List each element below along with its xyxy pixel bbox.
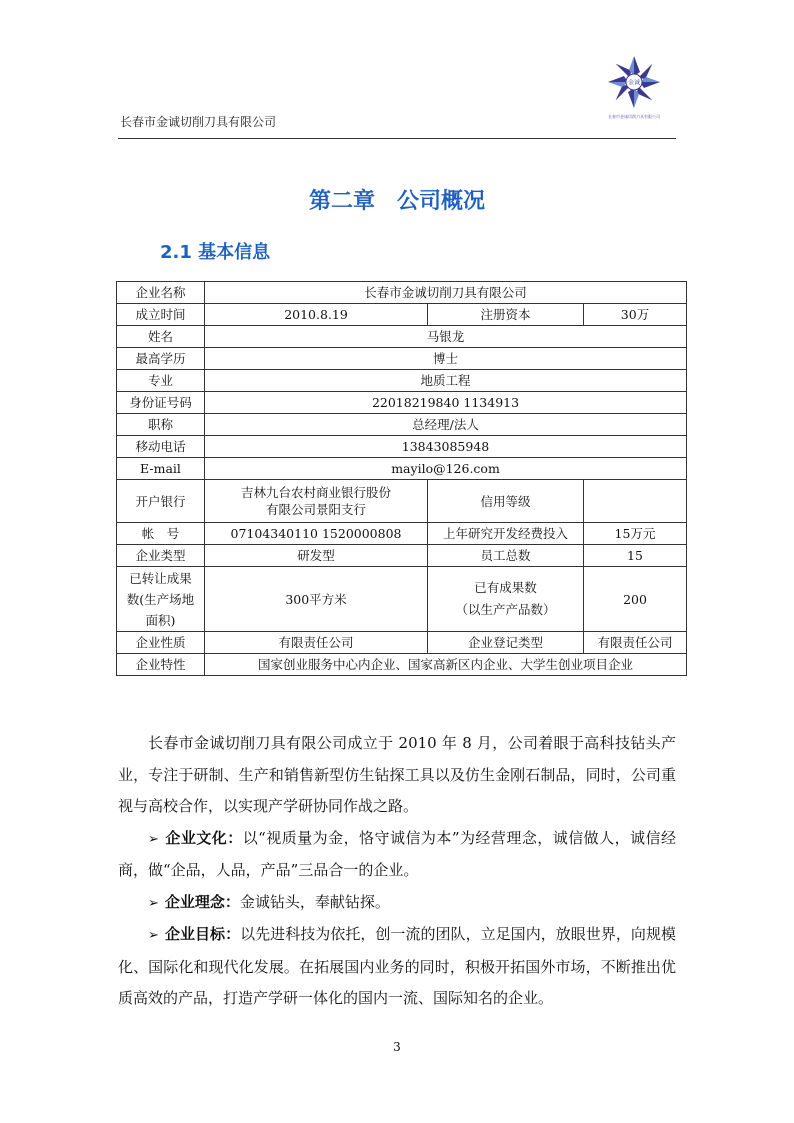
table-row bbox=[117, 392, 687, 414]
culture-label: 企业文化： bbox=[164, 828, 243, 847]
table-row bbox=[117, 567, 687, 632]
idea-paragraph bbox=[118, 887, 676, 920]
table-row bbox=[117, 348, 687, 370]
area-label-line-3: 面积) bbox=[145, 612, 176, 628]
area-value: 300平方米 bbox=[205, 567, 428, 632]
email-label: E-mail bbox=[117, 458, 205, 480]
major-label: 专业 bbox=[117, 370, 205, 392]
type-label: 企业类型 bbox=[117, 545, 205, 567]
bank-label: 开户银行 bbox=[117, 480, 205, 523]
staff-value: 15 bbox=[584, 545, 687, 567]
header-company-name: 长春市金诚切削刀具有限公司 bbox=[120, 115, 277, 129]
logo-caption: 长春市金诚切削刀具有限公司 bbox=[608, 114, 660, 119]
founded-label: 成立时间 bbox=[117, 304, 205, 326]
goal-text: 以先进科技为依托，创一流的团队，立足国内，放眼世界，向规模化、国际化和现代化发展。在拓展国内业务的同时，积极开拓国外市场，不断推出优质高效的产品，打造产学研一体化的国内一流、国际知名的企业。 bbox=[118, 925, 676, 1007]
culture-text: 以“视质量为金，恪守诚信为本”为经营理念，诚信做人，诚信经商，做“企品，人品，产品”三品合一的企业。 bbox=[118, 828, 676, 879]
table-row bbox=[117, 304, 687, 326]
chapter-title: 第二章 公司概况 bbox=[308, 189, 485, 214]
degree-value: 博士 bbox=[205, 348, 687, 370]
bank-value bbox=[205, 480, 428, 523]
rd-label: 上年研究开发经费投入 bbox=[428, 523, 584, 545]
section-title: 2.1 基本信息 bbox=[160, 242, 271, 263]
table-row bbox=[117, 326, 687, 348]
phone-value: 13843085948 bbox=[205, 436, 687, 458]
results-label-line-2: （以生产产品数） bbox=[455, 602, 556, 617]
phone-label: 移动电话 bbox=[117, 436, 205, 458]
table-row bbox=[117, 414, 687, 436]
major-value: 地质工程 bbox=[205, 370, 687, 392]
name-value: 马银龙 bbox=[205, 326, 687, 348]
nature-value: 有限责任公司 bbox=[205, 632, 428, 654]
arrow-bullet-icon: ➢ bbox=[148, 895, 159, 911]
account-value: 07104340110 1520000808 bbox=[205, 523, 428, 545]
idea-label: 企业理念： bbox=[164, 892, 240, 911]
title-label: 职称 bbox=[117, 414, 205, 436]
table-row bbox=[117, 436, 687, 458]
results-label-line-1: 已有成果数 bbox=[474, 580, 537, 595]
capital-label: 注册资本 bbox=[428, 304, 584, 326]
features-value: 国家创业服务中心内企业、国家高新区内企业、大学生创业项目企业 bbox=[205, 654, 687, 676]
body-content bbox=[118, 728, 676, 1015]
email-value: mayilo@126.com bbox=[205, 458, 687, 480]
results-label bbox=[428, 567, 584, 632]
page-number: 3 bbox=[393, 1040, 401, 1054]
degree-label: 最高学历 bbox=[117, 348, 205, 370]
idea-text: 金诚钻头，奉献钻探。 bbox=[239, 892, 390, 911]
credit-value bbox=[584, 480, 687, 523]
intro-paragraph: 长春市金诚切削刀具有限公司成立于 2010 年 8 月，公司着眼于高科技钻头产业，专注于研制、生产和销售新型仿生钻探工具以及仿生金刚石制品，同时，公司重视与高校合作，以实现产学研协同作战之路。 bbox=[118, 734, 676, 815]
table-row bbox=[117, 458, 687, 480]
basic-info-table bbox=[116, 281, 687, 676]
area-label-line-1: 已转让成果 bbox=[129, 570, 192, 586]
title-value: 总经理/法人 bbox=[205, 414, 687, 436]
area-label bbox=[117, 567, 205, 632]
nature-label: 企业性质 bbox=[117, 632, 205, 654]
table-row bbox=[117, 545, 687, 567]
goal-label: 企业目标： bbox=[164, 925, 241, 943]
logo-badge-text: 金诚 bbox=[627, 79, 641, 87]
reg-type-value: 有限责任公司 bbox=[584, 632, 687, 654]
table-row bbox=[117, 282, 687, 304]
credit-label: 信用等级 bbox=[428, 480, 584, 523]
capital-value: 30万 bbox=[584, 304, 687, 326]
table-row bbox=[117, 523, 687, 545]
bank-line-2: 有限公司景阳支行 bbox=[265, 502, 366, 517]
type-value: 研发型 bbox=[205, 545, 428, 567]
account-label: 帐 号 bbox=[117, 523, 205, 545]
features-label: 企业特性 bbox=[117, 654, 205, 676]
company-name-value: 长春市金诚切削刀具有限公司 bbox=[205, 282, 687, 304]
bank-line-1: 吉林九台农村商业银行股份 bbox=[240, 485, 391, 500]
reg-type-label: 企业登记类型 bbox=[428, 632, 584, 654]
arrow-bullet-icon: ➢ bbox=[148, 928, 159, 943]
name-label: 姓名 bbox=[117, 326, 205, 348]
table-row bbox=[117, 370, 687, 392]
company-name-label: 企业名称 bbox=[117, 282, 205, 304]
rd-value: 15万元 bbox=[584, 523, 687, 545]
table-row bbox=[117, 632, 687, 654]
table-row bbox=[117, 654, 687, 676]
arrow-bullet-icon: ➢ bbox=[148, 831, 159, 847]
header-divider bbox=[118, 138, 676, 139]
staff-label: 员工总数 bbox=[428, 545, 584, 567]
results-value: 200 bbox=[584, 567, 687, 632]
area-label-line-2: 数(生产场地 bbox=[126, 591, 195, 607]
id-value: 22018219840 1134913 bbox=[205, 392, 687, 414]
id-label: 身份证号码 bbox=[117, 392, 205, 414]
founded-value: 2010.8.19 bbox=[205, 304, 428, 326]
culture-paragraph bbox=[118, 823, 676, 887]
table-row bbox=[117, 480, 687, 523]
goal-paragraph bbox=[118, 919, 676, 1015]
